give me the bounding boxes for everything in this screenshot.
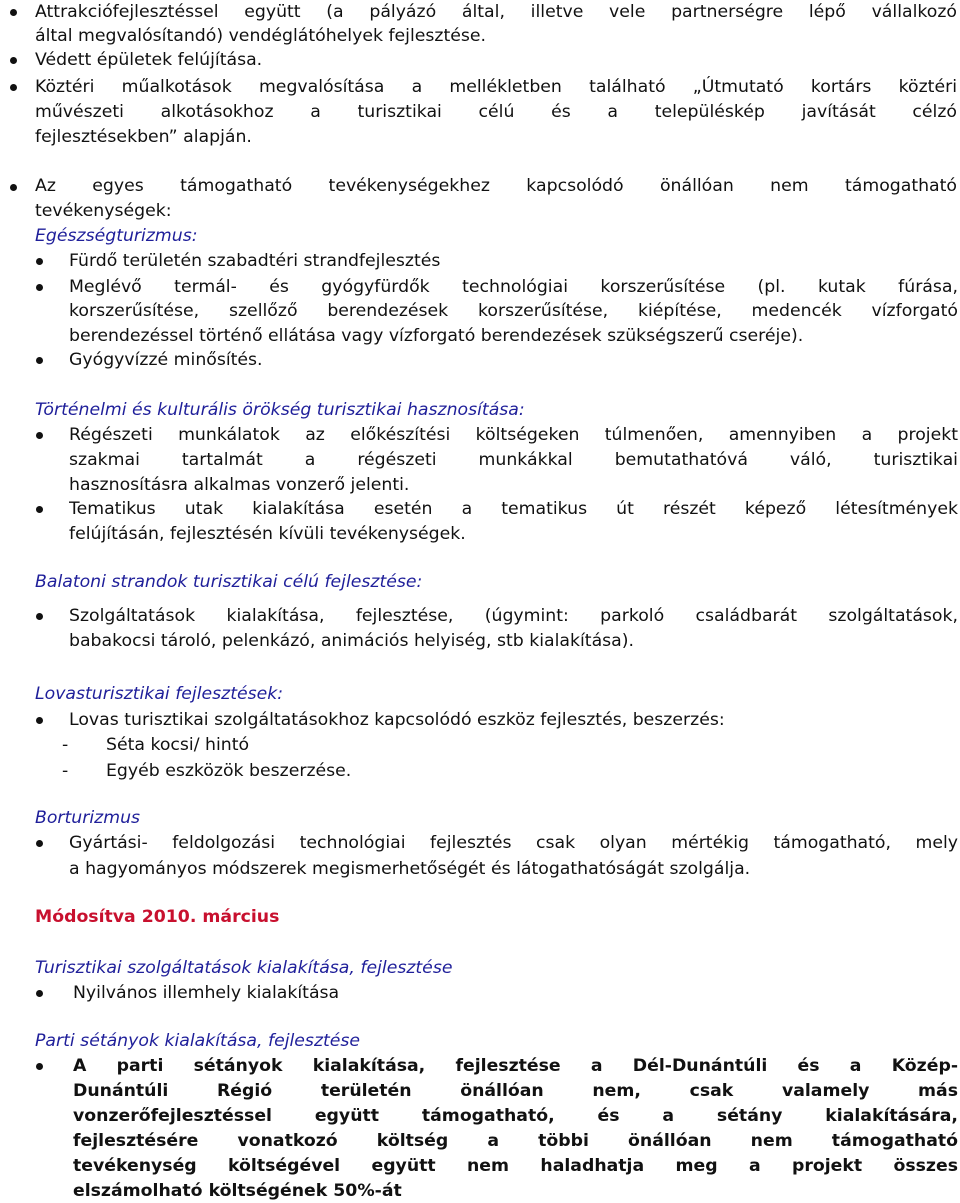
bullet-icon xyxy=(36,717,43,724)
text-line: felújításán, fejlesztésén kívüli tevékenységek. xyxy=(69,524,466,544)
text-line: babakocsi tároló, pelenkázó, animációs helyiség, stb kialakítása). xyxy=(69,631,634,651)
text-line: Fürdő területén szabadtéri strandfejlesztés xyxy=(69,251,441,271)
text-line: Lovas turisztikai szolgáltatásokhoz kapcsolódó eszköz fejlesztés, beszerzés: xyxy=(69,710,725,730)
text-line: Szolgáltatások kialakítása, fejlesztése, (úgymint: parkoló családbarát szolgáltatások, xyxy=(69,606,958,626)
text-line: A parti sétányok kialakítása, fejlesztése a Dél-Dunántúli és a Közép- xyxy=(73,1056,958,1076)
bullet-icon xyxy=(36,1063,43,1070)
section-heading: Turisztikai szolgáltatások kialakítása, fejlesztése xyxy=(35,958,453,978)
text-line: Séta kocsi/ hintó xyxy=(106,735,250,755)
text-line: elszámolható költségének 50%-át xyxy=(73,1181,402,1201)
text-line: Köztéri műalkotások megvalósítása a mellékletben található „Útmutató kortárs köztéri xyxy=(35,77,957,97)
section-heading: Lovasturisztikai fejlesztések: xyxy=(35,684,284,704)
text-line: művészeti alkotásokhoz a turisztikai célú és a településkép javítását célzó xyxy=(35,102,957,122)
dash-marker: - xyxy=(62,735,69,755)
text-line: Attrakciófejlesztéssel együtt (a pályázó által, illetve vele partnerségre lépő vállalkozó xyxy=(35,2,957,22)
text-line: a hagyományos módszerek megismerhetőségét és látogathatóságát szolgálja. xyxy=(69,859,751,879)
text-line: berendezéssel történő ellátása vagy vízforgató berendezések szükségszerű cseréje). xyxy=(69,326,804,346)
text-line: Egyéb eszközök beszerzése. xyxy=(106,761,352,781)
bullet-icon xyxy=(10,84,17,91)
text-line: tevékenységek: xyxy=(35,201,172,221)
section-heading: Történelmi és kulturális örökség turisztikai hasznosítása: xyxy=(35,400,525,420)
text-line: korszerűsítése, szellőző berendezések korszerűsítése, kiépítése, medencék vízforgató xyxy=(69,301,958,321)
section-heading: Egészségturizmus: xyxy=(35,226,198,246)
text-line: fejlesztésére vonatkozó költség a többi önállóan nem támogatható xyxy=(73,1131,958,1151)
text-line: által megvalósítandó) vendéglátóhelyek fejlesztése. xyxy=(35,26,487,46)
bullet-icon xyxy=(36,432,43,439)
text-line: Gyártási- feldolgozási technológiai fejlesztés csak olyan mértékig támogatható, mely xyxy=(69,833,958,853)
modification-note: Módosítva 2010. március xyxy=(35,907,280,927)
text-line: Nyilvános illemhely kialakítása xyxy=(73,983,340,1003)
dash-marker: - xyxy=(62,761,69,781)
bullet-icon xyxy=(36,613,43,620)
bullet-icon xyxy=(36,357,43,364)
text-line: Védett épületek felújítása. xyxy=(35,50,263,70)
text-line: fejlesztésekben” alapján. xyxy=(35,127,252,147)
bullet-icon xyxy=(36,840,43,847)
bullet-icon xyxy=(10,57,17,64)
bullet-icon xyxy=(36,990,43,997)
section-heading: Parti sétányok kialakítása, fejlesztése xyxy=(35,1031,361,1051)
text-line: Régészeti munkálatok az előkészítési költségeken túlmenően, amennyiben a projekt xyxy=(69,425,958,445)
text-line: hasznosításra alkalmas vonzerő jelenti. xyxy=(69,475,410,495)
text-line: Tematikus utak kialakítása esetén a tematikus út részét képező létesítmények xyxy=(69,499,958,519)
bullet-icon xyxy=(36,506,43,513)
text-line: Meglévő termál- és gyógyfürdők technológiai korszerűsítése (pl. kutak fúrása, xyxy=(69,277,958,297)
bullet-icon xyxy=(10,9,17,16)
bullet-icon xyxy=(36,258,43,265)
text-line: Az egyes támogatható tevékenységekhez kapcsolódó önállóan nem támogatható xyxy=(35,176,957,196)
section-heading: Balatoni strandok turisztikai célú fejlesztése: xyxy=(35,572,423,592)
bullet-icon xyxy=(36,284,43,291)
text-line: Dunántúli Régió területén önállóan nem, csak valamely más xyxy=(73,1081,958,1101)
bullet-icon xyxy=(10,184,17,191)
text-line: szakmai tartalmát a régészeti munkákkal bemutathatóvá váló, turisztikai xyxy=(69,450,958,470)
text-line: tevékenység költségével együtt nem haladhatja meg a projekt összes xyxy=(73,1156,958,1176)
section-heading: Borturizmus xyxy=(35,808,141,828)
text-line: vonzerőfejlesztéssel együtt támogatható, és a sétány kialakítására, xyxy=(73,1106,958,1126)
text-line: Gyógyvízzé minősítés. xyxy=(69,350,263,370)
